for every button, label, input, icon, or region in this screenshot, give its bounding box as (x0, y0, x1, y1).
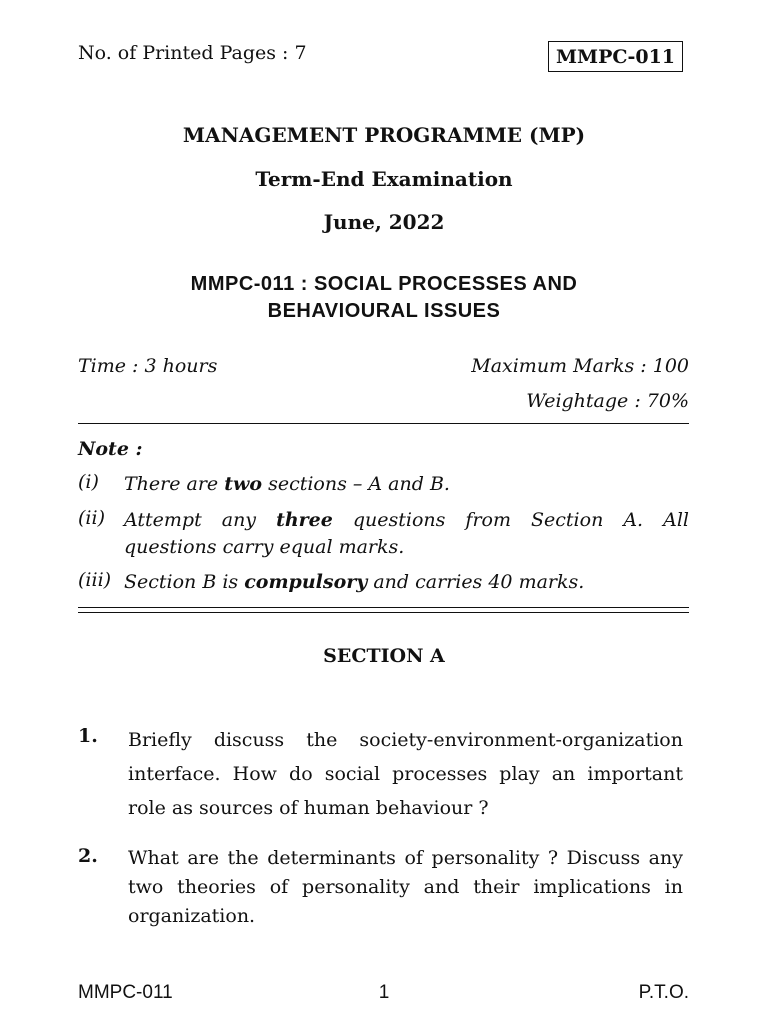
question-number: 2. (78, 845, 98, 867)
divider-rule (78, 423, 689, 424)
weightage: Weightage : 70% (526, 390, 689, 412)
note-item-number: (i) (78, 471, 99, 493)
section-a-heading: SECTION A (323, 645, 445, 667)
note-item (78, 471, 689, 499)
note-item-number: (iii) (78, 569, 112, 591)
printed-pages-count: No. of Printed Pages : 7 (78, 42, 307, 64)
exam-time: Time : 3 hours (78, 355, 218, 377)
footer-pto: P.T.O. (638, 982, 689, 1003)
note-item-text: Attempt any three questions from Section A. All questions carry equal marks. (124, 509, 689, 558)
programme-title: MANAGEMENT PROGRAMME (MP) (182, 123, 586, 147)
note-item (78, 507, 689, 563)
question-number: 1. (78, 725, 98, 747)
note-item (78, 569, 689, 597)
note-item-text: Section B is compulsory and carries 40 marks. (124, 571, 585, 593)
question-text: What are the determinants of personality ? Discuss any two theories of personality and their implications in organization. (128, 847, 683, 927)
note-item-number: (ii) (78, 507, 105, 529)
note-label: Note : (78, 438, 143, 460)
double-rule-bottom (78, 612, 689, 613)
course-title-line-2: BEHAVIOURAL ISSUES (267, 300, 501, 322)
footer-page-number: 1 (378, 982, 390, 1003)
footer-course-code: MMPC-011 (78, 982, 173, 1003)
exam-title: Term-End Examination (255, 167, 513, 191)
exam-date: June, 2022 (323, 210, 445, 234)
double-rule-top (78, 607, 689, 608)
note-item-text: There are two sections – A and B. (124, 473, 450, 495)
maximum-marks: Maximum Marks : 100 (471, 355, 689, 377)
course-title (0, 271, 768, 325)
course-title-line-1: MMPC-011 : SOCIAL PROCESSES AND (190, 273, 578, 295)
question-text: Briefly discuss the society-environment-organization interface. How do social processes play an important role as sources of human behaviour ? (128, 729, 683, 819)
course-code-box: MMPC-011 (548, 41, 683, 72)
